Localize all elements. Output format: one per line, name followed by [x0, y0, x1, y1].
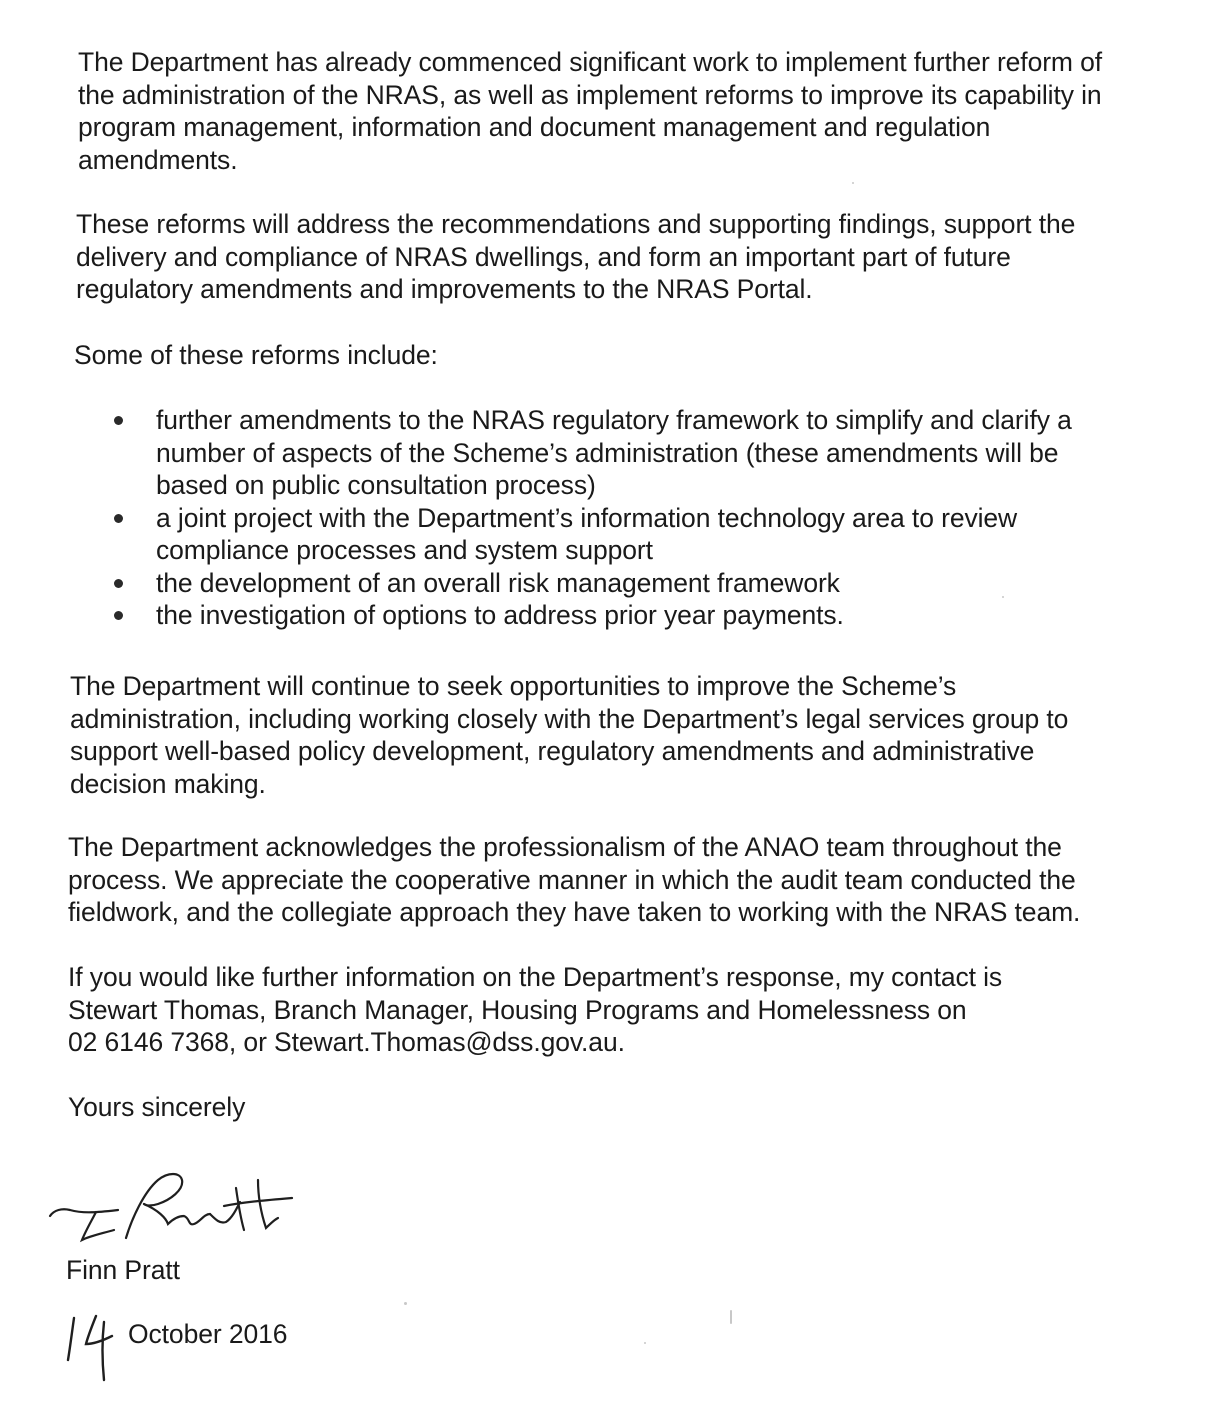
paragraph-line: the administration of the NRAS, as well as implement reforms to improve its capability in — [78, 79, 1102, 110]
paragraph-line: Some of these reforms include: — [74, 340, 438, 370]
paragraph-line: These reforms will address the recommendations and supporting findings, support the — [76, 209, 1076, 239]
paragraph-line: 02 6146 7368, or Stewart.Thomas@dss.gov.au. — [68, 1027, 625, 1057]
scan-speck — [1002, 596, 1004, 598]
list-item-line: based on public consultation process) — [156, 470, 596, 500]
paragraph-line: fieldwork, and the collegiate approach they have taken to working with the NRAS team. — [68, 897, 1081, 927]
bullet-icon — [114, 611, 123, 620]
list-item — [112, 502, 1072, 567]
list-item-line: the investigation of options to address prior year payments. — [156, 600, 844, 630]
list-item — [112, 404, 1072, 502]
paragraph-line: administration, including working closely with the Department’s legal services group to — [70, 703, 1069, 734]
scan-speck — [852, 182, 854, 184]
paragraph-line: If you would like further information on the Department’s response, my contact is — [68, 962, 1003, 992]
paragraph-continue — [70, 670, 1068, 800]
paragraph-reforms-address — [76, 208, 1075, 306]
list-item-line: number of aspects of the Scheme’s administration (these amendments will be — [156, 437, 1059, 468]
scan-speck — [730, 1310, 732, 1324]
list-item — [112, 567, 1072, 600]
paragraph-line: Stewart Thomas, Branch Manager, Housing Programs and Homelessness on — [68, 994, 967, 1025]
bullet-icon — [114, 416, 123, 425]
closing — [68, 1091, 245, 1124]
paragraph-line: The Department will continue to seek opportunities to improve the Scheme’s — [70, 671, 957, 701]
reforms-list — [112, 404, 1072, 632]
list-item-line: further amendments to the NRAS regulatory framework to simplify and clarify a — [156, 405, 1072, 435]
paragraph-line: program management, information and document management and regulation — [78, 112, 991, 142]
paragraph-line: The Department acknowledges the professionalism of the ANAO team throughout the — [68, 832, 1062, 862]
paragraph-contact — [68, 961, 1002, 1059]
paragraph-acknowledgement — [68, 831, 1080, 929]
paragraph-line: regulatory amendments and improvements to the NRAS Portal. — [76, 274, 813, 304]
paragraph-line: amendments. — [78, 144, 238, 175]
handwritten-day-image — [60, 1308, 120, 1384]
paragraph-line: The Department has already commenced significant work to implement further reform of — [78, 47, 1103, 77]
paragraph-intro — [74, 339, 438, 372]
paragraph-line: delivery and compliance of NRAS dwellings, and form an important part of future — [76, 241, 1011, 272]
bullet-icon — [114, 579, 123, 588]
signatory-name-text: Finn Pratt — [66, 1255, 180, 1285]
scan-speck — [404, 1302, 407, 1305]
date-line — [128, 1318, 287, 1351]
paragraph-reform-work — [78, 46, 1102, 176]
paragraph-line: support well-based policy development, regulatory amendments and administrative — [70, 736, 1035, 766]
scan-speck — [644, 1342, 646, 1344]
list-item — [112, 599, 1072, 632]
list-item-line: compliance processes and system support — [156, 535, 653, 565]
bullet-icon — [114, 514, 123, 523]
date-text: October 2016 — [128, 1319, 288, 1349]
signature-image — [40, 1158, 300, 1258]
signatory-name — [66, 1254, 180, 1287]
closing-text: Yours sincerely — [68, 1092, 246, 1122]
paragraph-line: decision making. — [70, 768, 266, 799]
paragraph-line: process. We appreciate the cooperative manner in which the audit team conducted the — [68, 864, 1076, 895]
list-item-line: a joint project with the Department’s information technology area to review — [156, 502, 1018, 533]
list-item-line: the development of an overall risk management framework — [156, 567, 840, 598]
